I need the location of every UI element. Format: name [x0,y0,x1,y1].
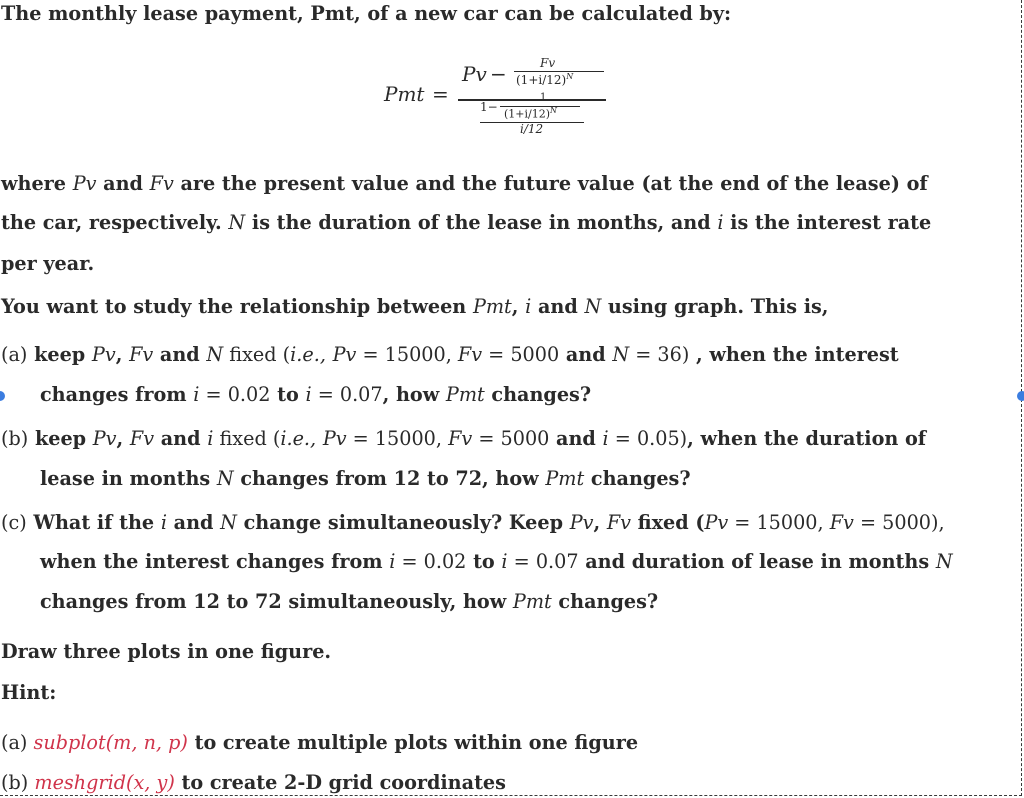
formula-num-minus: − [490,62,507,86]
formula-num-denominator: $(1+i/12)^N$ [516,72,574,87]
para2-line: You want to study the relationship between Pmt, i and N using graph. This is, [1,295,829,318]
selection-border-bottom [0,795,1022,796]
lease-formula [380,56,620,156]
formula-den-i12: i/12 [520,122,544,136]
hint-b-code: meshgrid(x, y) [34,771,175,794]
para1-line1: where Pv and Fv are the present value and the future value (at the end of the lease) of [1,172,928,195]
item-c-label: (c) [1,511,27,534]
resize-handle-left[interactable] [0,391,5,401]
intro-text: The monthly lease payment, Pmt, of a new car can be calculated by: [1,2,732,25]
para1-line3: per year. [1,252,95,275]
formula-equals: = [432,82,449,106]
item-a-label: (a) [1,343,28,366]
formula-num-pv: Pv [462,62,487,86]
hint-heading: Hint: [1,681,57,704]
item-c-line2: when the interest changes from i = 0.02 to i = 0.07 and duration of lease in months N [40,550,953,573]
draw-instruction: Draw three plots in one figure. [1,640,332,663]
hint-a-code: subplot(m, n, p) [33,731,188,754]
item-b-label: (b) [1,427,29,450]
para1-line2: the car, respectively. N is the duration of the lease in months, and i is the interest rate [1,211,932,234]
formula-den-one: 1 [540,92,547,103]
item-b-line1: (b) keep Pv, Fv and i fixed (i.e., Pv = 15000, Fv = 5000 and i = 0.05), when the duration of [1,427,927,450]
intro-line [1,2,731,26]
item-a-line1: (a) keep Pv, Fv and N fixed (i.e., Pv = 15000, Fv = 5000 and N = 36) , when the interest [1,343,899,366]
hint-a: (a) subplot(m, n, p) to create multiple plots within one figure [1,731,639,754]
formula-lhs: Pmt [384,82,425,106]
hint-b: (b) meshgrid(x, y) to create 2-D grid coordinates [1,771,506,794]
formula-den-one-minus: 1− [480,100,498,114]
item-a-line2: changes from i = 0.02 to i = 0.07, how Pmt changes? [40,383,592,406]
item-c-line1: (c) What if the i and N change simultaneously? Keep Pv, Fv fixed (Pv = 15000, Fv = 5000), [1,511,945,534]
resize-handle-right[interactable] [1017,391,1024,401]
item-c-line3: changes from 12 to 72 simultaneously, how Pmt changes? [40,590,659,613]
formula-num-fv: Fv [540,56,556,70]
formula-den-inner: $(1+i/12)^N$ [504,106,558,121]
item-b-line2: lease in months N changes from 12 to 72, how Pmt changes? [40,467,691,490]
